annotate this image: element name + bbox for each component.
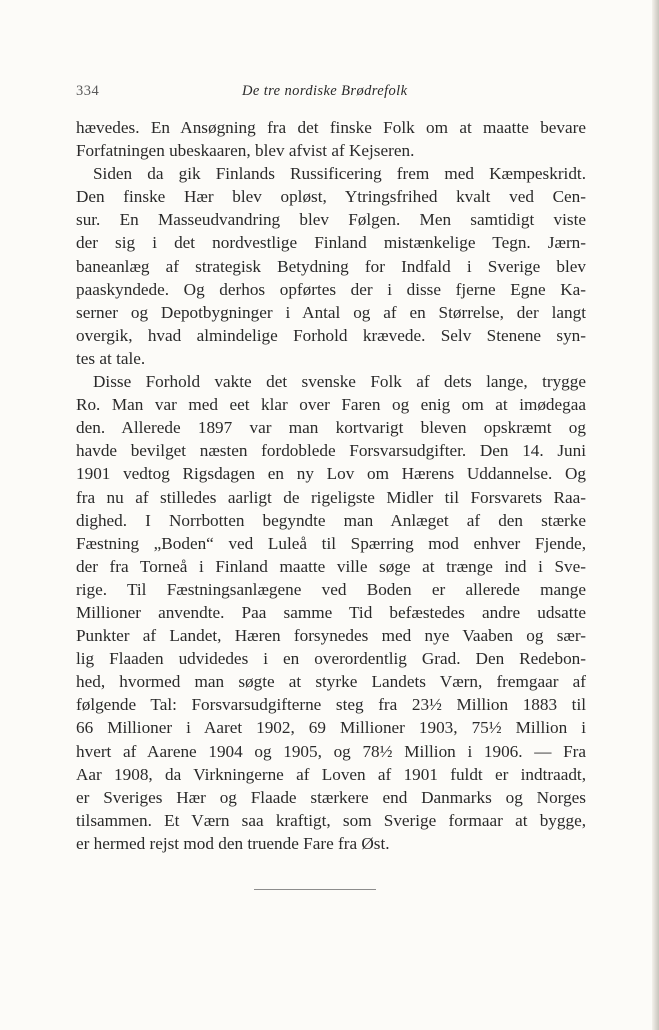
text-line: Forfatningen ubeskaaren, blev afvist af Kejseren. [76, 141, 415, 161]
text-line: er Sveriges Hær og Flaade stærkere end Danmarks og Norges [76, 787, 586, 807]
running-head [76, 80, 586, 102]
page-header-title: De tre nordiske Brødrefolk [242, 83, 408, 99]
text-line: Ro. Man var med eet klar over Faren og enig om at imødegaa [76, 395, 586, 415]
text-line: Disse Forhold vakte det svenske Folk af dets lange, trygge [93, 372, 586, 392]
text-line: Fæstning „Boden“ ved Luleå til Spærring mod enhver Fjende, [76, 533, 586, 553]
text-line: rige. Til Fæstningsanlægene ved Boden er allerede mange [76, 579, 586, 599]
text-line: der sig i det nordvestlige Finland mistænkelige Tegn. Jærn- [76, 233, 586, 253]
text-line: tilsammen. Et Værn saa kraftigt, som Sverige formaar at bygge, [76, 810, 586, 830]
end-rule [254, 889, 376, 890]
text-line: 66 Millioner i Aaret 1902, 69 Millioner 1903, 75½ Million i [76, 718, 586, 738]
text-line: lig Flaaden udvidedes i en overordentlig Grad. Den Redebon- [76, 649, 586, 669]
text-line: sur. En Masseudvandring blev Følgen. Men samtidigt viste [76, 210, 586, 230]
text-line: hvert af Aarene 1904 og 1905, og 78½ Million i 1906. — Fra [76, 741, 586, 761]
text-line: overgik, hvad almindelige Forhold krævede. Selv Stenene syn- [76, 325, 586, 345]
paragraph [76, 370, 586, 855]
text-line: Aar 1908, da Virkningerne af Loven af 1901 fuldt er indtraadt, [76, 764, 586, 784]
body-text [76, 116, 586, 855]
text-line: havde bevilget næsten fordoblede Forsvarsudgifter. Den 14. Juni [76, 441, 586, 461]
paragraph [76, 162, 586, 370]
text-line: Siden da gik Finlands Russificering frem med Kæmpeskridt. [93, 164, 586, 184]
page-number: 334 [76, 83, 100, 99]
text-line: tes at tale. [76, 348, 146, 368]
text-line: er hermed rejst mod den truende Fare fra Øst. [76, 833, 390, 853]
text-line: følgende Tal: Forsvarsudgifterne steg fra 23½ Million 1883 til [76, 695, 586, 715]
text-line: fra nu af stilledes aarligt de rigeligste Midler til Forsvarets Raa- [76, 487, 586, 507]
text-line: Punkter af Landet, Hæren forsynedes med nye Vaaben og sær- [76, 626, 586, 646]
text-line: Millioner anvendte. Paa samme Tid befæstedes andre udsatte [76, 602, 586, 622]
text-line: den. Allerede 1897 var man kortvarigt bleven opskræmt og [76, 418, 586, 438]
text-line: der fra Torneå i Finland maatte ville søge at trænge ind i Sve- [76, 556, 586, 576]
text-line: hed, hvormed man søgte at styrke Landets Værn, fremgaar af [76, 672, 586, 692]
text-line: serner og Depotbygninger i Antal og af en Størrelse, der langt [76, 302, 586, 322]
text-line: dighed. I Norrbotten begyndte man Anlæget af den stærke [76, 510, 586, 530]
page-edge [652, 0, 659, 1030]
text-line: paaskyndede. Og derhos opførtes der i disse fjerne Egne Ka- [76, 279, 586, 299]
text-line: hævedes. En Ansøgning fra det finske Folk om at maatte bevare [76, 118, 586, 137]
text-line: 1901 vedtog Rigsdagen en ny Lov om Hærens Uddannelse. Og [76, 464, 586, 484]
paragraph [76, 116, 586, 162]
text-line: baneanlæg af strategisk Betydning for Indfald i Sverige blev [76, 256, 586, 276]
text-line: Den finske Hær blev opløst, Ytringsfrihed kvalt ved Cen- [76, 187, 586, 207]
